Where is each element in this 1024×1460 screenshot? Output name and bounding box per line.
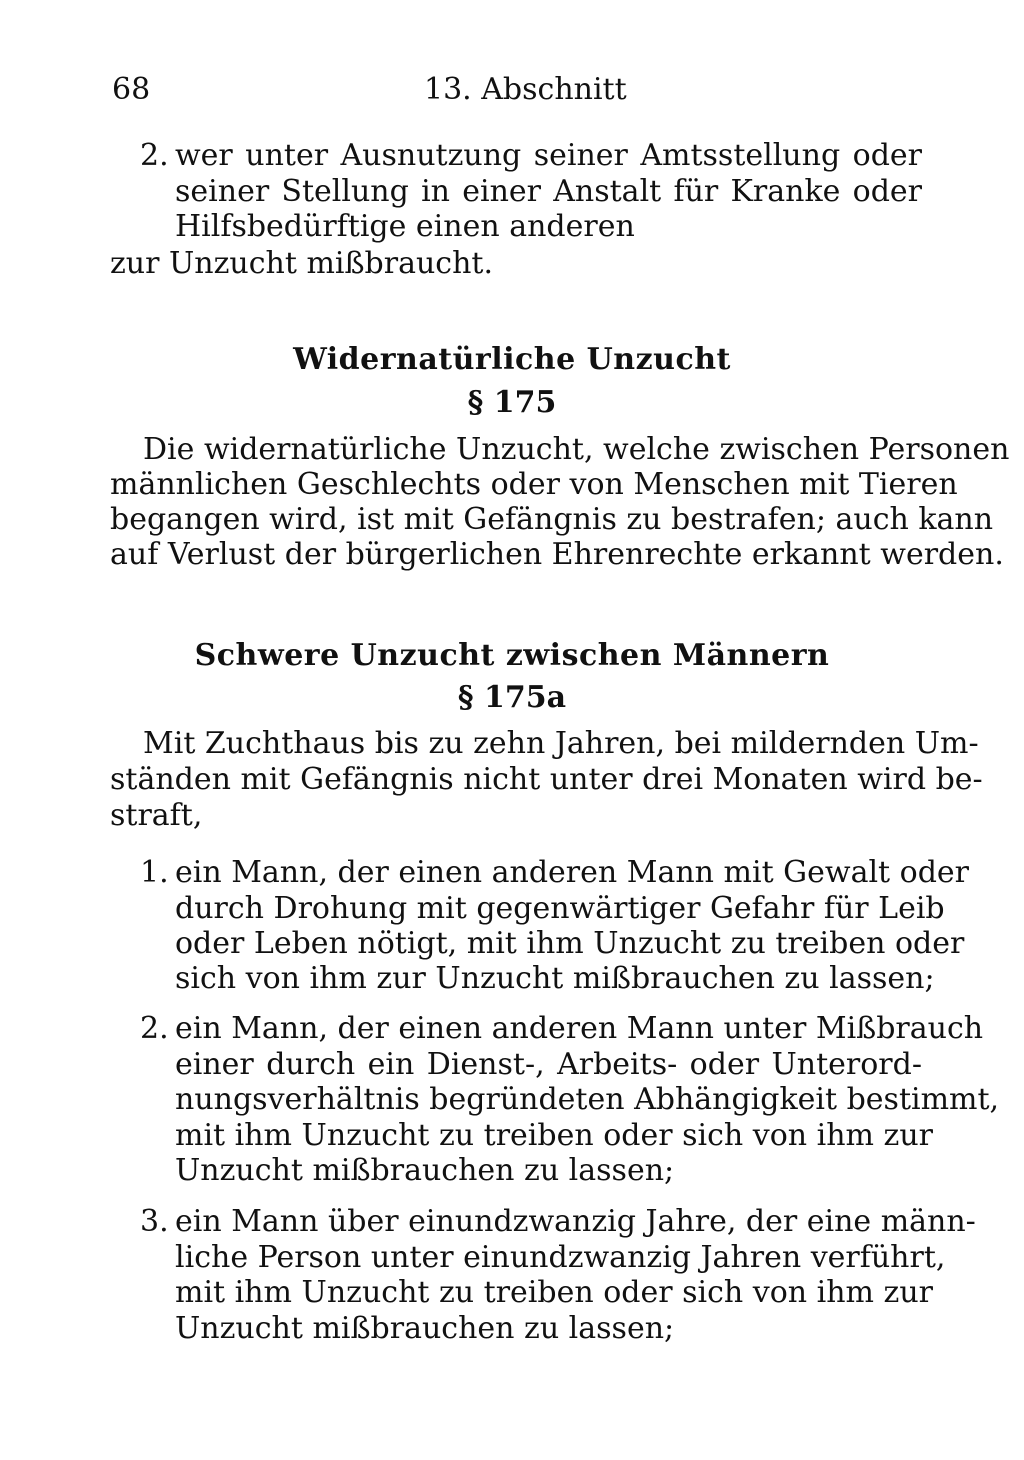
body-line: zur Unzucht mißbraucht.	[110, 246, 493, 281]
body-line: nungsverhältnis begründeten Abhängigkeit bestimmt,	[175, 1082, 1000, 1117]
body-line: mit ihm Unzucht zu treiben oder sich von ihm zur	[175, 1118, 933, 1153]
body-line: ein Mann, der einen anderen Mann unter Mißbrauch	[175, 1011, 984, 1046]
paragraph-sign: § 175a	[457, 680, 567, 715]
body-line: seiner Stellung in einer Anstalt für Kranke oder	[175, 174, 922, 209]
body-line: sich von ihm zur Unzucht mißbrauchen zu lassen;	[175, 961, 935, 996]
body-line: oder Leben nötigt, mit ihm Unzucht zu treiben oder	[175, 926, 965, 961]
chapter-title: 13. Abschnitt	[424, 72, 627, 107]
body-line: mit ihm Unzucht zu treiben oder sich von ihm zur	[175, 1275, 933, 1310]
section-heading: Schwere Unzucht zwischen Männern	[194, 638, 830, 673]
body-line: einer durch ein Dienst-, Arbeits- oder Unterord-	[175, 1047, 922, 1082]
body-line: ein Mann über einundzwanzig Jahre, der eine männ-	[175, 1204, 976, 1239]
body-line: durch Drohung mit gegenwärtiger Gefahr für Leib	[175, 891, 945, 926]
body-line: liche Person unter einundzwanzig Jahren verführt,	[175, 1240, 946, 1275]
paragraph-sign: § 175	[467, 385, 557, 420]
body-line: wer unter Ausnutzung seiner Amtsstellung oder	[175, 138, 922, 173]
body-line: Mit Zuchthaus bis zu zehn Jahren, bei mildernden Um-	[143, 726, 979, 761]
body-line: Unzucht mißbrauchen zu lassen;	[175, 1153, 675, 1188]
section-heading: Widernatürliche Unzucht	[293, 342, 731, 377]
list-item-number: 2.	[140, 138, 169, 173]
body-line: Die widernatürliche Unzucht, welche zwischen Personen	[143, 432, 1010, 467]
page-number: 68	[112, 72, 151, 107]
list-item-number: 2.	[140, 1011, 169, 1046]
list-item-number: 3.	[140, 1204, 169, 1239]
body-line: Hilfsbedürftige einen anderen	[175, 209, 635, 244]
body-line: ständen mit Gefängnis nicht unter drei Monaten wird be-	[110, 762, 983, 797]
body-line: straft,	[110, 798, 203, 833]
body-line: begangen wird, ist mit Gefängnis zu bestrafen; auch kann	[110, 502, 994, 537]
body-line: auf Verlust der bürgerlichen Ehrenrechte erkannt werden.	[110, 537, 1004, 572]
body-line: ein Mann, der einen anderen Mann mit Gewalt oder	[175, 855, 970, 890]
body-line: Unzucht mißbrauchen zu lassen;	[175, 1311, 675, 1346]
list-item-number: 1.	[140, 855, 169, 890]
body-line: männlichen Geschlechts oder von Menschen mit Tieren	[110, 467, 958, 502]
